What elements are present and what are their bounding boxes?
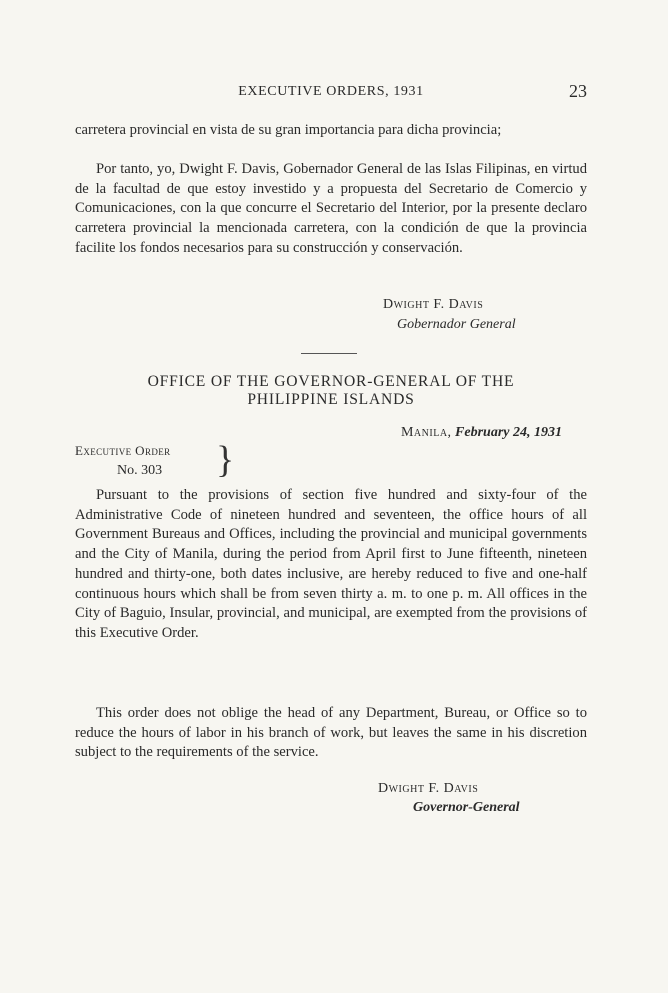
spanish-signature-title: Gobernador General	[397, 317, 516, 332]
dateline-place: Manila,	[400, 425, 452, 440]
spanish-signature-name: Dwight F. Davis	[383, 297, 484, 312]
office-heading-line2: PHILIPPINE ISLANDS	[247, 391, 415, 408]
dateline	[401, 425, 562, 441]
executive-order-number: No. 303	[117, 463, 163, 478]
office-heading-line1: OFFICE OF THE GOVERNOR-GENERAL OF THE	[147, 373, 515, 390]
dateline-date: February 24, 1931	[455, 425, 562, 440]
running-head-title: EXECUTIVE ORDERS, 1931	[238, 84, 424, 99]
section-divider	[301, 353, 357, 354]
signature-title: Governor-General	[413, 800, 520, 815]
signature-name: Dwight F. Davis	[378, 781, 479, 796]
brace-icon: }	[216, 439, 235, 481]
executive-order-paragraph-2: This order does not oblige the head of any Department, Bureau, or Office so to reduce the hours of labor in his branch of work, but leaves the same in his discretion subject to the requirements of the service.	[75, 705, 587, 761]
running-head	[75, 81, 587, 104]
spanish-paragraph-continuation: carretera provincial en vista de su gran importancia para dicha provincia;	[75, 122, 502, 138]
page-number: 23	[569, 81, 587, 101]
executive-order-label: Executive Order	[75, 443, 171, 458]
executive-order-paragraph-1: Pursuant to the provisions of section five hundred and sixty-four of the Administrative Code of nineteen hundred and seventeen, the office hours of all Government Bureaus and Offices, including the provincial and municipal governments and the City of Manila, during the period from April first to June fifteenth, nineteen hundred and thirty-one, both dates inclusive, are hereby reduced to five and one-half continuous hours which shall be from seven thirty a. m. to one p. m. All offices in the City of Baguio, Insular, provincial, and municipal, are exempted from the provisions of this Executive Order.	[75, 487, 587, 641]
spanish-paragraph-main: Por tanto, yo, Dwight F. Davis, Gobernador General de las Islas Filipinas, en virtud de la facultad de que estoy investido y a propuesta del Secretario de Comercio y Comunicaciones, con la que concurre el Secretario del Interior, por la presente declaro carretera provincial la mencionada carretera, con la condición de que la provincia facilite los fondos necesarios para su construcción y conservación.	[75, 161, 587, 256]
